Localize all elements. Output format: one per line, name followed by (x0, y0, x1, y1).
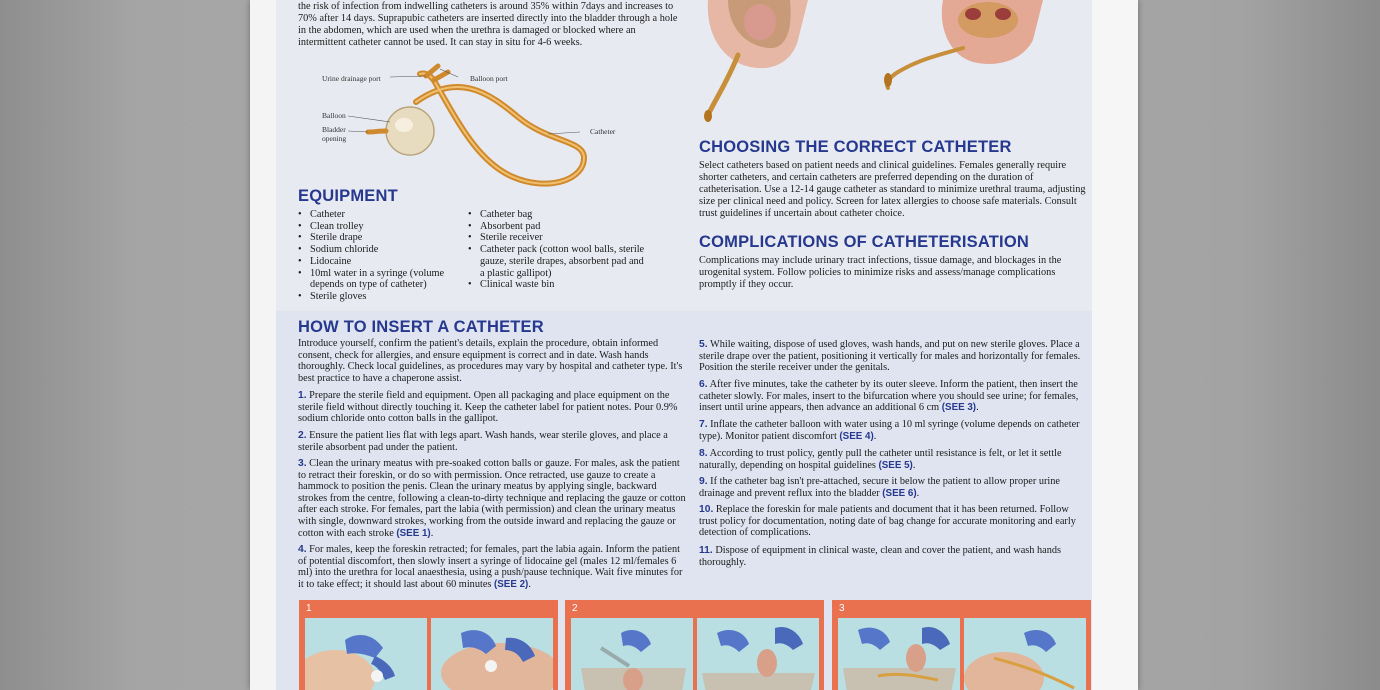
step-3: 3. Clean the urinary meatus with pre-soaked cotton balls or gauze. For males, ask the patient to retract their foreskin, or do so with permission. Once retracted, use gauze to create a hammock to position the penis. Clean the urinary meatus by applying single, backward strokes from the centre, following a clean-to-dirty technique and replacing the gauze or cotton after each stroke. For females, part the labia (with permission) and clean the urinary meatus with single, downward strokes, working from the outside inward and replacing the gauze or cotton with each stroke (SEE 1). (298, 458, 686, 539)
see-reference: (SEE 4) (839, 430, 874, 442)
step-text: Inflate the catheter balloon with water using a 10 ml syringe (volume depends on catheter type). Monitor patient discomfort (699, 419, 1080, 442)
equipment-item: • Catheter (298, 209, 458, 221)
step-text: According to trust policy, gently pull the catheter until resistance is felt, or let it settle naturally, depending on hospital guidelines (699, 448, 1062, 471)
equipment-item: • Catheter pack (cotton wool balls, sterile gauze, sterile drapes, absorbent pad and a plastic gallipot) (468, 244, 650, 279)
equipment-item: • Lidocaine (298, 256, 458, 268)
step-text: Replace the foreskin for male patients and document that it has been returned. Follow trust policy for documentation, noting date of bag change for accurate monitoring and early detection of complications. (699, 504, 1076, 539)
step-6: 6. After five minutes, take the catheter by its outer sleeve. Inform the patient, then insert the catheter slowly. For males, insert to the bifurcation where you should see urine; for females, insert until urine appears, then advance an additional 6 cm (SEE 3). (699, 379, 1079, 414)
choosing-paragraph: Select catheters based on patient needs and clinical guidelines. Females generally require shorter catheters, and certain catheters are preferred depending on the duration of catheterisation. Use a 12-14 gauge catheter as standard to minimize urethral trauma, adjusting size per clinical need and policy. Screen for latex allergies to choose safe materials. Consult trust guidelines if uncertain about catheter choice. (699, 160, 1086, 219)
label-catheter: Catheter (590, 127, 616, 136)
equipment-item: • 10ml water in a syringe (volume depends on type of catheter) (298, 268, 458, 291)
step-text: Clean the urinary meatus with pre-soaked cotton balls or gauze. For males, ask the patient to retract their foreskin, or do so with permission. Once retracted, use gauze to create a hammock to position the penis. Clean the urinary meatus by applying single, backward strokes from the centre, following a clean-to-dirty technique and replacing the gauze or cotton after each stroke. For females, part the labia (with permission) and clean the urinary meatus with single, downward strokes, working from the outside inward and replacing the gauze or cotton with each stroke (298, 458, 686, 539)
step-11 (699, 545, 1087, 568)
poster (250, 0, 1138, 690)
syringe-icon (697, 618, 819, 690)
gloved-hands-icon (305, 618, 427, 690)
step-10 (699, 504, 1087, 539)
step-number: 1. (298, 390, 307, 401)
panel-image-left (305, 618, 427, 690)
equipment-item: • Absorbent pad (468, 221, 650, 233)
equipment-item: • Sterile drape (298, 232, 458, 244)
catheter-diagram (298, 62, 638, 197)
step-7: 7. Inflate the catheter balloon with water using a 10 ml syringe (volume depends on catheter type). Monitor patient discomfort (SEE 4). (699, 419, 1080, 442)
label-bladder-opening-1: Bladder (322, 125, 346, 134)
complications-paragraph: Complications may include urinary tract infections, tissue damage, and blockages in the urogenital system. Follow policies to minimize risks and assess/manage complications promptly if they occur. (699, 255, 1062, 290)
illustration-panel-2 (565, 600, 824, 690)
step-text: If the catheter bag isn't pre-attached, secure it below the patient to allow proper urine drainage and prevent reflux into the bladder (699, 476, 1060, 499)
step-number: 9. (699, 476, 708, 487)
gloved-hands-icon (431, 618, 553, 690)
equipment-list-1 (298, 209, 458, 303)
panel-image-right (964, 618, 1086, 690)
intro-paragraph: the risk of infection from indwelling catheters is around 35% within 7days and increases to 70% after 14 days. Suprapubic catheters are inserted directly into the bladder through a hole in the abdomen, which are used when the urethra is damaged or blocked where an intermittent catheter cannot be used. It can stay in situ for 4-6 weeks. (298, 1, 678, 48)
panel-image-right (431, 618, 553, 690)
catheter-insert-icon (964, 618, 1086, 690)
panel-number: 2 (572, 603, 578, 614)
label-urine-port: Urine drainage port (322, 74, 381, 83)
anatomy-illustration (698, 0, 1088, 125)
step-number: 7. (699, 419, 708, 430)
panel-image-right (697, 618, 819, 690)
step-2 (298, 430, 688, 453)
step-number: 10. (699, 504, 714, 515)
choosing-heading: CHOOSING THE CORRECT CATHETER (699, 138, 1012, 156)
step-text: While waiting, dispose of used gloves, wash hands, and put on new sterile gloves. Place a sterile drape over the patient, positioning it vertically for males and horizontally for females. Position the sterile receiver under the genitals. (699, 339, 1081, 374)
equipment-heading: EQUIPMENT (298, 187, 398, 205)
step-number: 11. (699, 545, 713, 556)
poster-margin-left (250, 0, 276, 690)
equipment-item: • Sodium chloride (298, 244, 458, 256)
step-1 (298, 390, 688, 425)
step-text: For males, keep the foreskin retracted; for females, part the labia again. Inform the patient of potential discomfort, then slowly insert a syringe of lidocaine gel (males 12 ml/females 6 ml) into the urethra for local anaesthesia, using a push/pause technique. Wait five minutes for it to take effect; it should last about 60 minutes (298, 544, 683, 590)
step-9: 9. If the catheter bag isn't pre-attached, secure it below the patient to allow proper urine drainage and prevent reflux into the bladder (SEE 6). (699, 476, 1060, 499)
panel-number: 1 (306, 603, 312, 614)
see-reference: (SEE 1) (396, 527, 431, 539)
see-reference: (SEE 3) (941, 402, 977, 414)
see-reference: (SEE 6) (882, 487, 917, 499)
equipment-item: • Sterile receiver (468, 232, 650, 244)
how-to-heading: HOW TO INSERT A CATHETER (298, 318, 544, 336)
step-text: After five minutes, take the catheter by its outer sleeve. Inform the patient, then insert the catheter slowly. For males, insert to the bifurcation where you should see urine; for females, insert until urine appears, then advance an additional 6 cm (699, 379, 1079, 414)
label-balloon: Balloon (322, 111, 346, 120)
see-reference: (SEE 5) (878, 459, 913, 471)
see-reference: (SEE 2) (494, 578, 529, 590)
step-8: 8. According to trust policy, gently pull the catheter until resistance is felt, or let it settle naturally, depending on hospital guidelines (SEE 5). (699, 448, 1062, 471)
step-number: 2. (298, 430, 307, 441)
step-text: Ensure the patient lies flat with legs apart. Wash hands, wear sterile gloves, and place a sterile absorbent pad under the patient. (298, 430, 668, 453)
step-number: 5. (699, 339, 708, 350)
step-text: Prepare the sterile field and equipment. Open all packaging and place equipment on the sterile field without directly touching it. Keep the catheter label for patient notes. Pour 0.9% sodium chloride onto cotton balls in the gallipot. (298, 390, 678, 425)
poster-margin-right (1092, 0, 1138, 690)
illustration-panel-1 (299, 600, 558, 690)
equipment-item: • Clean trolley (298, 221, 458, 233)
catheter-insert-icon (838, 618, 960, 690)
step-text: Dispose of equipment in clinical waste, clean and cover the patient, and wash hands thoroughly. (699, 545, 1062, 568)
illustration-panel-3 (832, 600, 1091, 690)
how-to-intro: Introduce yourself, confirm the patient's details, explain the procedure, obtain informed consent, check for allergies, and ensure equipment is correct and in date. Wash hands thoroughly. Check local guidelines, as procedures may vary by hospital and catheter type. It's best practice to have a chaperone assist. (298, 338, 683, 384)
step-number: 6. (699, 379, 708, 390)
panel-image-left (571, 618, 693, 690)
step-number: 4. (298, 544, 307, 555)
syringe-icon (571, 618, 693, 690)
complications-heading: COMPLICATIONS OF CATHETERISATION (699, 233, 1029, 251)
equipment-item: • Catheter bag (468, 209, 650, 221)
anatomy-drawing (698, 0, 1088, 125)
step-4: 4. For males, keep the foreskin retracted; for females, part the labia again. Inform the patient of potential discomfort, then slowly insert a syringe of lidocaine gel (males 12 ml/females 6 ml) into the urethra for local anaesthesia, using a push/pause technique. Wait five minutes for it to take effect; it should last about 60 minutes (SEE 2). (298, 544, 683, 590)
step-number: 8. (699, 448, 708, 459)
label-bladder-opening-2: opening (322, 134, 347, 143)
panel-number: 3 (839, 603, 845, 614)
equipment-list-2 (468, 209, 650, 291)
panel-image-left (838, 618, 960, 690)
equipment-item: • Sterile gloves (298, 291, 458, 303)
step-number: 3. (298, 458, 307, 469)
equipment-item: • Clinical waste bin (468, 279, 650, 291)
step-5 (699, 339, 1087, 374)
label-balloon-port: Balloon port (470, 74, 508, 83)
